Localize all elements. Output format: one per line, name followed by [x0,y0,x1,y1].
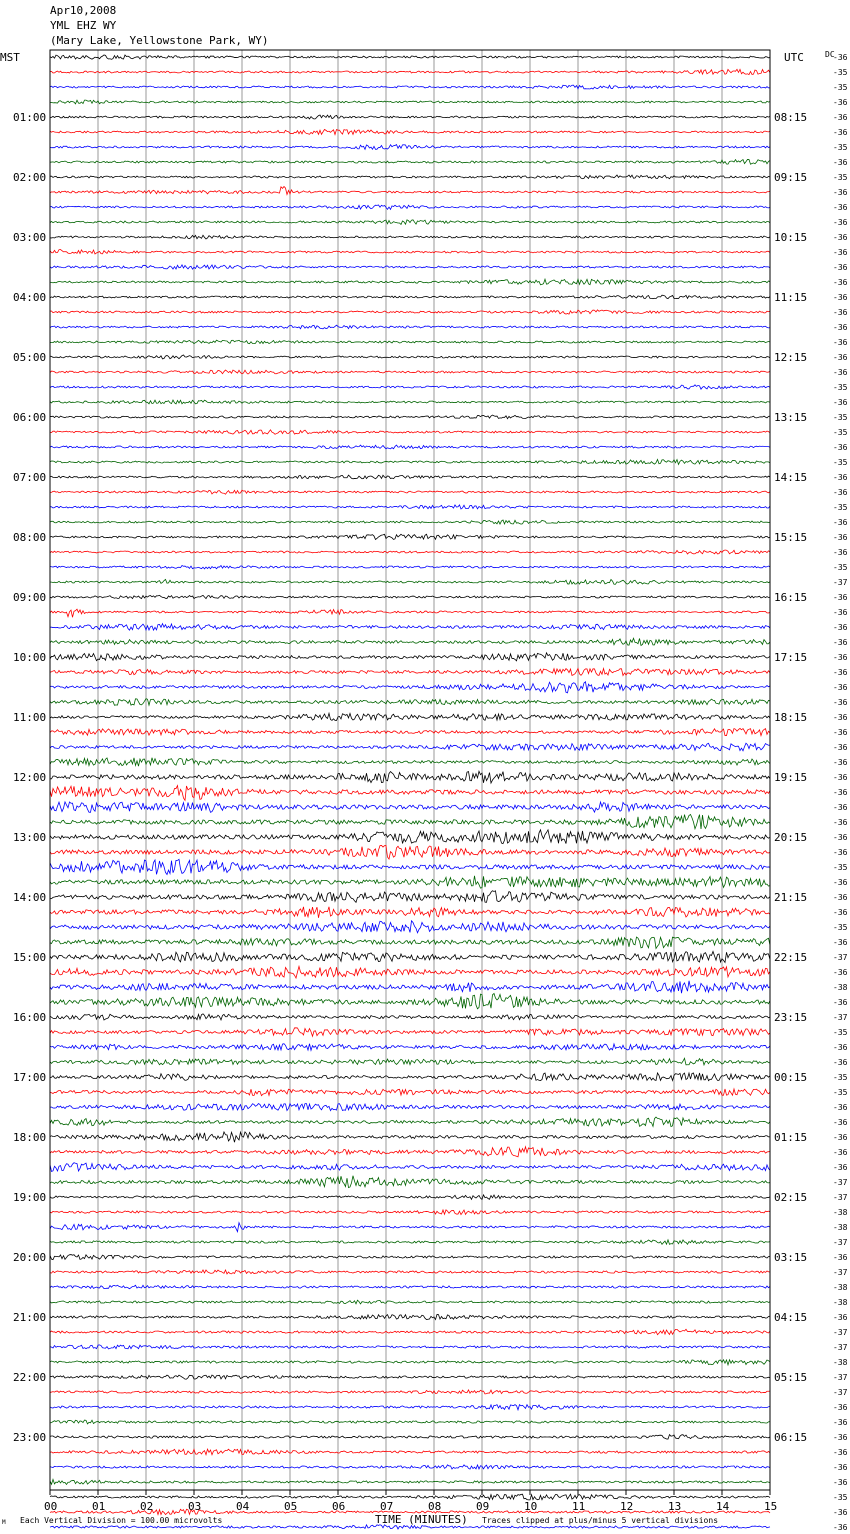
trace-row-4 [50,115,770,119]
right-timezone-label: UTC [784,51,804,64]
x-tick-label-02: 02 [140,1500,154,1513]
dc-offset-label: -36 [833,743,848,752]
right-hour-label: 21:15 [774,891,808,904]
trace-row-17 [50,310,770,314]
trace-row-95 [50,1479,770,1484]
dc-offset-label: -36 [833,1463,848,1472]
dc-offset-label: -36 [833,473,848,482]
dc-offset-label: -36 [833,1058,848,1067]
trace-row-72 [50,1132,770,1142]
right-hour-label: 12:15 [774,351,808,364]
trace-row-45 [50,728,770,735]
trace-row-87 [50,1360,770,1365]
dc-offset-label: -36 [833,1403,848,1412]
dc-offset-label: -36 [833,218,848,227]
dc-offset-label: -36 [833,1448,848,1457]
trace-row-53 [50,845,770,859]
trace-row-33 [50,550,770,554]
trace-row-39 [50,638,770,645]
x-tick-label-01: 01 [92,1500,106,1513]
dc-offset-label: -35 [833,68,848,77]
right-hour-label: 06:15 [774,1431,808,1444]
right-hour-label: 08:15 [774,111,808,124]
dc-offset-label: -36 [833,353,848,362]
trace-row-49 [50,786,770,801]
trace-row-0 [50,55,770,59]
dc-offset-label: -37 [833,1373,848,1382]
dc-offset-label: -36 [833,1148,848,1157]
dc-offset-label: -36 [833,158,848,167]
right-hour-labels [774,111,807,1444]
right-hour-label: 13:15 [774,411,808,424]
trace-row-89 [50,1390,770,1394]
trace-row-12 [50,235,770,239]
trace-row-81 [50,1270,770,1274]
dc-offset-label: -37 [833,1268,848,1277]
dc-offset-label: -36 [833,773,848,782]
trace-row-50 [50,802,770,812]
left-hour-label: 02:00 [13,171,47,184]
dc-offset-label: -37 [833,1238,848,1247]
left-hour-label: 13:00 [13,831,47,844]
trace-row-56 [50,891,770,903]
dc-offset-label: -36 [833,278,848,287]
right-hour-label: 11:15 [774,291,808,304]
x-tick-label-15: 15 [764,1500,778,1513]
dc-offset-label: -36 [833,668,848,677]
trace-row-83 [50,1300,770,1304]
trace-row-25 [50,430,770,434]
left-hour-label: 20:00 [13,1251,47,1264]
dc-offset-label: -36 [833,788,848,797]
trace-row-78 [50,1223,770,1232]
dc-offset-label: -37 [833,1013,848,1022]
dc-offset-label: -36 [833,548,848,557]
dc-offset-label: -37 [833,1388,848,1397]
trace-row-57 [50,907,770,918]
dc-offset-label: -35 [833,413,848,422]
dc-offset-label: -36 [833,113,848,122]
trace-row-76 [50,1195,770,1200]
dc-offset-label: -37 [833,578,848,587]
trace-row-55 [50,876,770,888]
left-hour-label: 08:00 [13,531,47,544]
x-tick-label-00: 00 [44,1500,58,1513]
trace-row-18 [50,325,770,329]
trace-group [50,55,770,1534]
dc-offset-label: -36 [833,698,848,707]
left-hour-label: 05:00 [13,351,47,364]
dc-offset-label: -36 [833,338,848,347]
dc-offset-label: -36 [833,1103,848,1112]
dc-offset-label: -36 [833,533,848,542]
trace-row-68 [50,1073,770,1081]
trace-row-90 [50,1405,770,1410]
right-hour-label: 18:15 [774,711,808,724]
left-hour-label: 23:00 [13,1431,47,1444]
left-hour-label: 03:00 [13,231,47,244]
trace-row-94 [50,1465,770,1469]
dc-offset-label: -36 [833,848,848,857]
trace-row-58 [50,921,770,933]
left-hour-label: 06:00 [13,411,47,424]
trace-row-20 [50,355,770,359]
trace-row-52 [50,830,770,844]
trace-row-43 [50,699,770,706]
trace-row-9 [50,187,770,195]
dc-offset-label: -36 [833,818,848,827]
x-tick-label-05: 05 [284,1500,298,1513]
dc-offset-label: -36 [833,998,848,1007]
dc-offset-label: -36 [833,323,848,332]
trace-row-44 [50,713,770,720]
trace-row-27 [50,459,770,464]
right-hour-label: 23:15 [774,1011,808,1024]
trace-row-91 [50,1420,770,1424]
scale-note: Each Vertical Division = 100.00 microvolts [20,1516,223,1525]
left-hour-label: 15:00 [13,951,47,964]
right-hour-label: 09:15 [774,171,808,184]
trace-row-5 [50,129,770,134]
trace-row-41 [50,669,770,676]
trace-row-22 [50,385,770,389]
dc-offset-label: -35 [833,1493,848,1502]
dc-offset-label: -36 [833,53,848,62]
dc-offset-label: -35 [833,1073,848,1082]
dc-offset-label: -36 [833,623,848,632]
minute-grid [98,50,722,1490]
dc-offset-label: -37 [833,1193,848,1202]
trace-row-38 [50,624,770,631]
dc-offset-label: -35 [833,863,848,872]
dc-offset-label: -36 [833,1118,848,1127]
dc-offset-label: -35 [833,1088,848,1097]
trace-row-88 [50,1375,770,1379]
x-tick-label-13: 13 [668,1500,682,1513]
dc-offset-label: -36 [833,443,848,452]
dc-offset-label: -36 [833,1508,848,1517]
x-tick-label-11: 11 [572,1500,586,1513]
right-hour-label: 14:15 [774,471,808,484]
trace-row-7 [50,159,770,164]
left-timezone-label: MST [0,51,20,64]
left-hour-label: 07:00 [13,471,47,484]
trace-row-85 [50,1329,770,1334]
left-hour-label: 11:00 [13,711,47,724]
dc-offset-label: -36 [833,683,848,692]
trace-row-8 [50,175,770,179]
location-label: (Mary Lake, Yellowstone Park, WY) [50,34,269,47]
trace-row-3 [50,100,770,104]
dc-offset-label: -36 [833,203,848,212]
dc-offset-label: -36 [833,293,848,302]
x-axis-ticks [44,1490,777,1513]
trace-row-10 [50,205,770,209]
trace-row-74 [50,1163,770,1172]
dc-offset-label: -35 [833,563,848,572]
left-hour-label: 01:00 [13,111,47,124]
dc-label: DC [825,50,835,59]
left-hour-label: 19:00 [13,1191,47,1204]
dc-offset-label: -36 [833,308,848,317]
trace-row-93 [50,1449,770,1455]
footer-mark: M [2,1519,6,1526]
dc-offset-label: -38 [833,1283,848,1292]
trace-row-24 [50,415,770,419]
dc-offset-label: -35 [833,173,848,182]
dc-offset-label: -36 [833,728,848,737]
trace-row-47 [50,758,770,766]
x-tick-label-08: 08 [428,1500,442,1513]
trace-row-19 [50,340,770,344]
trace-row-34 [50,566,770,569]
station-label: YML EHZ WY [50,19,117,32]
trace-row-51 [50,814,770,829]
right-hour-label: 20:15 [774,831,808,844]
dc-offset-label: -36 [833,653,848,662]
trace-row-82 [50,1285,770,1289]
dc-offset-label: -35 [833,143,848,152]
right-hour-label: 15:15 [774,531,808,544]
trace-row-37 [50,609,770,617]
right-hour-label: 22:15 [774,951,808,964]
dc-offset-label: -36 [833,878,848,887]
left-hour-label: 09:00 [13,591,47,604]
trace-row-21 [50,370,770,374]
right-hour-label: 16:15 [774,591,808,604]
trace-row-11 [50,220,770,225]
dc-offset-label: -35 [833,428,848,437]
dc-offset-label: -36 [833,1163,848,1172]
trace-row-26 [50,445,770,449]
right-hour-label: 19:15 [774,771,808,784]
dc-offset-label: -36 [833,233,848,242]
dc-offset-label: -36 [833,833,848,842]
dc-offset-label: -36 [833,488,848,497]
dc-offset-label: -36 [833,1313,848,1322]
dc-offset-label: -35 [833,83,848,92]
trace-row-66 [50,1044,770,1051]
dc-offset-label: -35 [833,383,848,392]
trace-row-84 [50,1314,770,1319]
dc-offset-label: -38 [833,1223,848,1232]
dc-offset-label: -35 [833,458,848,467]
trace-row-69 [50,1089,770,1096]
trace-row-75 [50,1176,770,1188]
trace-row-14 [50,265,770,269]
dc-offset-label: -36 [833,1253,848,1262]
left-hour-label: 12:00 [13,771,47,784]
left-hour-label: 10:00 [13,651,47,664]
dc-offset-label: -36 [833,368,848,377]
dc-offset-label: -36 [833,398,848,407]
dc-offset-label: -38 [833,1298,848,1307]
dc-offset-label: -36 [833,803,848,812]
trace-row-6 [50,145,770,150]
dc-offset-label: -36 [833,713,848,722]
trace-row-67 [50,1058,770,1065]
left-hour-label: 18:00 [13,1131,47,1144]
left-hour-label: 14:00 [13,891,47,904]
dc-offset-label: -37 [833,953,848,962]
left-hour-label: 04:00 [13,291,47,304]
right-hour-label: 04:15 [774,1311,808,1324]
trace-row-59 [50,937,770,948]
right-hour-label: 05:15 [774,1371,808,1384]
right-hour-label: 10:15 [774,231,808,244]
dc-offset-label: -36 [833,893,848,902]
dc-offset-label: -36 [833,248,848,257]
dc-offset-label: -36 [833,1418,848,1427]
trace-row-31 [50,520,770,524]
plot-frame [50,50,770,1490]
right-hour-label: 17:15 [774,651,808,664]
trace-row-70 [50,1104,770,1111]
trace-row-16 [50,295,770,298]
left-hour-label: 17:00 [13,1071,47,1084]
dc-offset-label: -37 [833,1328,848,1337]
right-hour-label: 02:15 [774,1191,808,1204]
dc-offset-label: -36 [833,908,848,917]
dc-offset-label: -36 [833,938,848,947]
trace-row-80 [50,1255,770,1260]
trace-row-64 [50,1014,770,1020]
trace-row-1 [50,69,770,74]
right-hour-label: 00:15 [774,1071,808,1084]
trace-row-48 [50,771,770,783]
trace-row-77 [50,1210,770,1215]
right-hour-label: 03:15 [774,1251,808,1264]
trace-row-86 [50,1345,770,1349]
left-hour-labels [13,111,46,1444]
right-hour-label: 01:15 [774,1131,808,1144]
trace-row-36 [50,595,770,598]
dc-offset-label: -36 [833,1478,848,1487]
x-tick-label-04: 04 [236,1500,250,1513]
x-tick-label-12: 12 [620,1500,634,1513]
trace-row-71 [50,1117,770,1126]
dc-offset-label: -36 [833,1523,848,1532]
dc-offset-label: -38 [833,983,848,992]
trace-row-54 [50,859,770,874]
dc-offset-label: -36 [833,968,848,977]
chart-title: Apr10,2008 [50,4,117,17]
x-tick-label-09: 09 [476,1500,490,1513]
dc-offset-label: -36 [833,1133,848,1142]
trace-row-32 [50,534,770,539]
dc-offset-labels [833,53,848,1534]
clip-note: Traces clipped at plus/minus 5 vertical divisions [482,1516,719,1525]
dc-offset-label: -36 [833,1043,848,1052]
dc-offset-label: -36 [833,638,848,647]
dc-offset-label: -37 [833,1178,848,1187]
trace-row-35 [50,579,770,584]
dc-offset-label: -35 [833,1028,848,1037]
trace-row-2 [50,85,770,89]
trace-row-13 [50,250,770,254]
dc-offset-label: -38 [833,1208,848,1217]
dc-offset-label: -36 [833,263,848,272]
dc-offset-label: -35 [833,923,848,932]
dc-offset-label: -36 [833,608,848,617]
dc-offset-label: -36 [833,593,848,602]
x-tick-label-07: 07 [380,1500,394,1513]
dc-offset-label: -36 [833,188,848,197]
trace-row-60 [50,951,770,962]
trace-row-96 [50,1494,770,1500]
dc-offset-label: -36 [833,758,848,767]
trace-row-28 [50,475,770,479]
trace-row-61 [50,966,770,978]
dc-offset-label: -37 [833,1343,848,1352]
left-hour-label: 21:00 [13,1311,47,1324]
trace-row-40 [50,653,770,661]
x-tick-label-06: 06 [332,1500,346,1513]
dc-offset-label: -36 [833,98,848,107]
x-tick-label-10: 10 [524,1500,538,1513]
trace-row-29 [50,490,770,494]
dc-offset-label: -36 [833,1433,848,1442]
dc-offset-label: -36 [833,518,848,527]
trace-row-65 [50,1028,770,1036]
dc-offset-label: -35 [833,503,848,512]
dc-offset-label: -38 [833,1358,848,1367]
dc-offset-label: -36 [833,128,848,137]
trace-row-15 [50,279,770,285]
trace-row-62 [50,981,770,993]
trace-row-23 [50,400,770,404]
x-tick-label-03: 03 [188,1500,202,1513]
trace-row-63 [50,994,770,1009]
left-hour-label: 16:00 [13,1011,47,1024]
x-axis-label: TIME (MINUTES) [375,1513,468,1526]
trace-row-46 [50,743,770,751]
trace-row-73 [50,1147,770,1157]
trace-row-92 [50,1435,770,1439]
trace-row-30 [50,505,770,509]
left-hour-label: 22:00 [13,1371,47,1384]
trace-row-42 [50,682,770,693]
x-tick-label-14: 14 [716,1500,730,1513]
trace-row-79 [50,1240,770,1245]
